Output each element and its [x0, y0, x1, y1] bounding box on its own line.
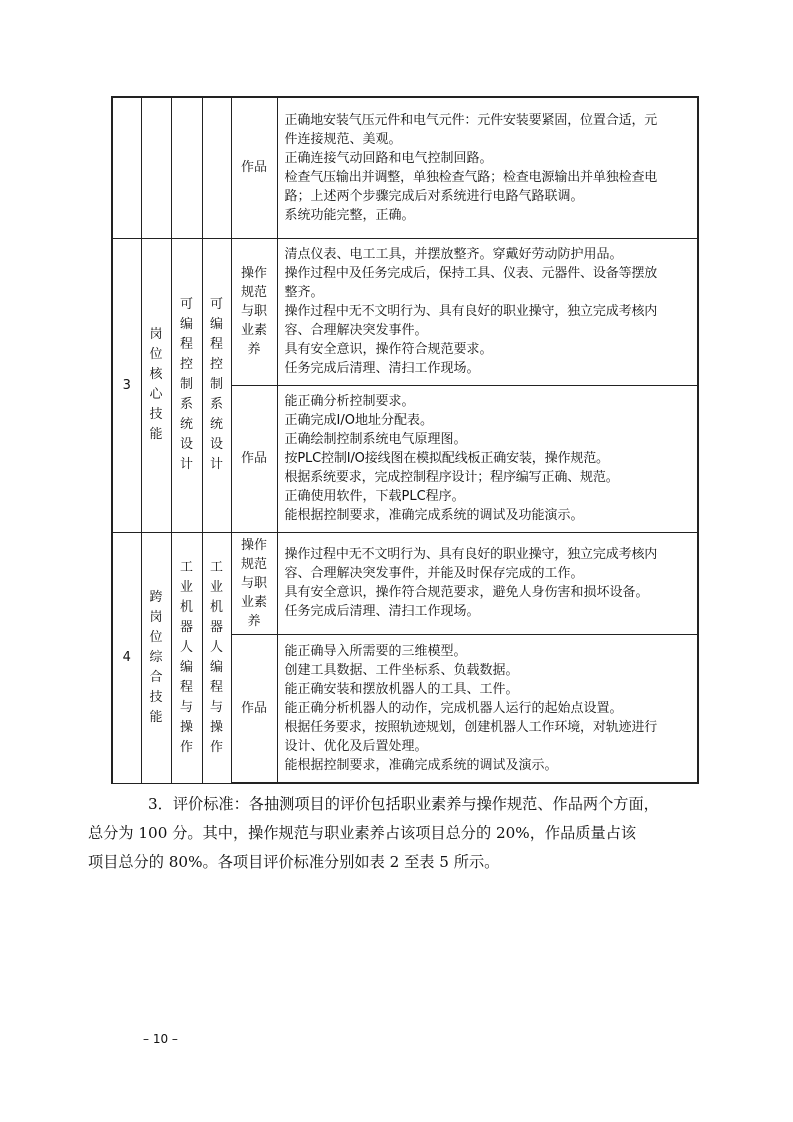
module-cell: [171, 97, 202, 238]
aspect-cell: [231, 532, 277, 634]
criteria-line: 任务完成后清理、清扫工作现场。: [284, 361, 480, 376]
aspect-cell: [231, 97, 277, 238]
criteria-line: 操作过程中无不文明行为、具有良好的职业操守，独立完成考核内: [284, 304, 658, 319]
category-cell: [141, 532, 171, 783]
aspect-label: 作品: [240, 160, 267, 176]
criteria-line: 能正确安装和摆放机器人的工具、工件。: [284, 681, 519, 697]
evaluation-table: [111, 96, 699, 784]
aspect-label: 作品: [240, 451, 267, 466]
criteria-line: 正确使用软件，下载PLC程序。: [284, 489, 465, 504]
criteria-line: 正确连接气动回路和电气控制回路。: [284, 150, 493, 166]
category-label: 岗位核心技能: [149, 327, 163, 442]
category-cell: [141, 238, 171, 532]
module-label: 工业机器人编程与操作: [179, 559, 193, 755]
criteria-line: 能根据控制要求，准确完成系统的调试及功能演示。: [284, 508, 584, 523]
page-number: – 10 –: [143, 1032, 178, 1046]
criteria-line: 能根据控制要求，准确完成系统的调试及演示。: [284, 757, 558, 773]
criteria-line: 操作过程中无不文明行为、具有良好的职业操守，独立完成考核内: [284, 547, 658, 562]
criteria-line: 具有安全意识，操作符合规范要求。: [284, 342, 493, 357]
evaluation-paragraph: [88, 790, 698, 877]
project-cell: [202, 97, 231, 238]
num-cell: [112, 238, 141, 532]
criteria-line: 清点仪表、电工工具，并摆放整齐。穿戴好劳动防护用品。: [284, 247, 623, 262]
criteria-line: 容、合理解决突发事件。: [284, 323, 428, 338]
criteria-line: 正确绘制控制系统电气原理图。: [284, 432, 467, 447]
criteria-line: 系统功能完整，正确。: [284, 207, 415, 223]
aspect-label: 作品: [240, 700, 267, 716]
paragraph-line: 项目总分的 80%。各项目评价标准分别如表 2 至表 5 所示。: [88, 853, 500, 871]
category-cell: [141, 97, 171, 238]
module-label: 可编程控制系统设计: [179, 297, 193, 472]
aspect-cell: [231, 634, 277, 783]
module-cell: [171, 238, 202, 532]
criteria-cell: [277, 385, 698, 532]
criteria-line: 正确地安装气压元件和电气元件：元件安装要紧固，位置合适，元: [284, 112, 658, 128]
aspect-label: 操作规范与职业素养: [240, 266, 267, 357]
module-cell: [171, 532, 202, 783]
table-row: [112, 97, 698, 238]
paragraph-line: 3．评价标准：各抽测项目的评价包括职业素养与操作规范、作品两个方面，: [148, 795, 659, 813]
row-number: 3: [122, 377, 131, 393]
criteria-line: 根据任务要求，按照轨迹规划，创建机器人工作环境，对轨迹进行: [284, 719, 658, 735]
criteria-line: 容、合理解决突发事件，并能及时保存完成的工作。: [284, 566, 584, 581]
criteria-cell: [277, 97, 698, 238]
criteria-line: 正确完成I/O地址分配表。: [284, 413, 433, 428]
table-row: [112, 238, 698, 385]
criteria-line: 检查气压输出并调整，单独检查气路；检查电源输出并单独检查电: [284, 169, 658, 185]
criteria-line: 整齐。: [284, 285, 324, 300]
project-label: 可编程控制系统设计: [209, 297, 223, 472]
criteria-line: 路；上述两个步骤完成后对系统进行电路气路联调。: [284, 188, 584, 204]
criteria-line: 能正确分析控制要求。: [284, 394, 415, 409]
criteria-cell: [277, 532, 698, 634]
table-row: [112, 532, 698, 634]
category-label: 跨岗位综合技能: [149, 589, 163, 725]
criteria-line: 按PLC控制I/O接线图在模拟配线板正确安装，操作规范。: [284, 451, 609, 466]
criteria-line: 能正确分析机器人的动作，完成机器人运行的起始点设置。: [284, 700, 623, 716]
aspect-cell: [231, 385, 277, 532]
criteria-line: 创建工具数据、工件坐标系、负载数据。: [284, 662, 519, 678]
criteria-line: 设计、优化及后置处理。: [284, 738, 428, 754]
criteria-line: 操作过程中及任务完成后，保持工具、仪表、元器件、设备等摆放: [284, 266, 658, 281]
criteria-cell: [277, 634, 698, 783]
criteria-cell: [277, 238, 698, 385]
project-cell: [202, 532, 231, 783]
num-cell: [112, 97, 141, 238]
criteria-line: 任务完成后清理、清扫工作现场。: [284, 604, 480, 619]
project-label: 工业机器人编程与操作: [209, 559, 223, 755]
aspect-cell: [231, 238, 277, 385]
row-number: 4: [122, 650, 131, 665]
num-cell: [112, 532, 141, 783]
criteria-line: 根据系统要求，完成控制程序设计；程序编写正确、规范。: [284, 470, 619, 485]
criteria-line: 件连接规范、美观。: [284, 131, 402, 147]
criteria-line: 能正确导入所需要的三维模型。: [284, 643, 467, 659]
criteria-line: 具有安全意识，操作符合规范要求，避免人身伤害和损坏设备。: [284, 585, 649, 600]
project-cell: [202, 238, 231, 532]
paragraph-line: 总分为 100 分。其中，操作规范与职业素养占该项目总分的 20%，作品质量占该: [88, 824, 637, 842]
aspect-label: 操作规范与职业素养: [240, 537, 267, 629]
